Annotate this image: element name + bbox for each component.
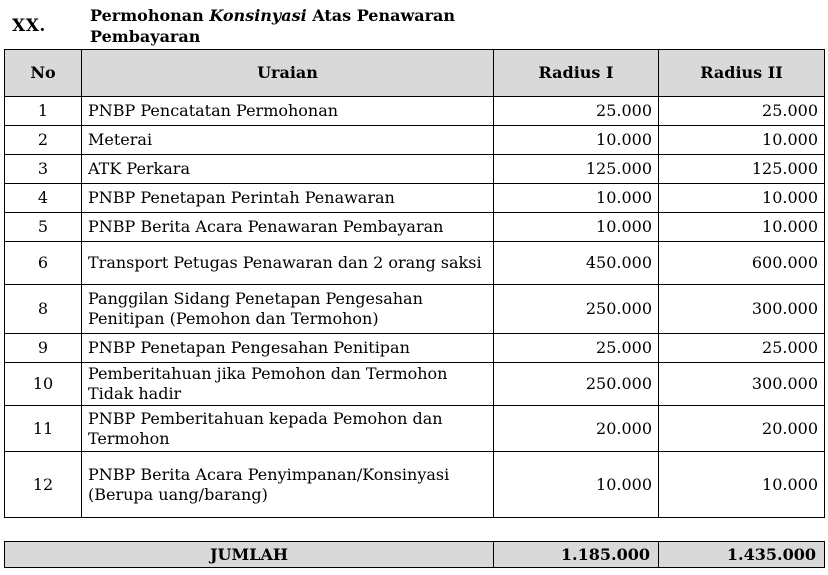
row-no: 3 (5, 155, 82, 184)
table-row (5, 363, 825, 406)
row-desc: ATK Perkara (82, 155, 494, 184)
fee-table (4, 49, 825, 518)
row-desc: PNBP Pemberitahuan kepada Pemohon dan Termohon (82, 406, 494, 452)
row-radius-2: 300.000 (659, 363, 825, 406)
row-radius-1: 10.000 (494, 452, 659, 518)
row-desc: PNBP Penetapan Perintah Penawaran (82, 184, 494, 213)
row-radius-1: 10.000 (494, 126, 659, 155)
row-no: 12 (5, 452, 82, 518)
row-radius-2: 10.000 (659, 126, 825, 155)
header-no: No (5, 50, 82, 97)
row-radius-2: 10.000 (659, 452, 825, 518)
total-radius-1: 1.185.000 (494, 542, 659, 568)
row-radius-2: 125.000 (659, 155, 825, 184)
row-desc: Meterai (82, 126, 494, 155)
table-row (5, 126, 825, 155)
section-title-italic: Konsinyasi (209, 6, 307, 25)
row-no: 9 (5, 334, 82, 363)
total-radius-2: 1.435.000 (659, 542, 825, 568)
table-row (5, 242, 825, 285)
row-no: 8 (5, 285, 82, 334)
header-radius-1: Radius I (494, 50, 659, 97)
row-radius-1: 450.000 (494, 242, 659, 285)
row-radius-1: 10.000 (494, 184, 659, 213)
row-radius-2: 25.000 (659, 97, 825, 126)
section-title-suffix: Atas Penawaran Pembayaran (90, 6, 456, 46)
row-radius-1: 250.000 (494, 363, 659, 406)
row-radius-2: 25.000 (659, 334, 825, 363)
table-row (5, 285, 825, 334)
section-title-prefix: Permohonan (90, 6, 204, 25)
row-radius-1: 20.000 (494, 406, 659, 452)
row-radius-2: 20.000 (659, 406, 825, 452)
total-row (5, 542, 825, 568)
row-radius-1: 125.000 (494, 155, 659, 184)
table-row (5, 406, 825, 452)
table-row (5, 452, 825, 518)
section-number: XX. (12, 16, 46, 36)
total-table (4, 541, 825, 568)
row-desc: PNBP Pencatatan Permohonan (82, 97, 494, 126)
row-no: 6 (5, 242, 82, 285)
row-desc: PNBP Penetapan Pengesahan Penitipan (82, 334, 494, 363)
row-no: 10 (5, 363, 82, 406)
row-no: 1 (5, 97, 82, 126)
table-row (5, 184, 825, 213)
table-header-row (5, 50, 825, 97)
row-radius-2: 600.000 (659, 242, 825, 285)
row-radius-1: 25.000 (494, 97, 659, 126)
row-radius-2: 10.000 (659, 213, 825, 242)
row-radius-2: 300.000 (659, 285, 825, 334)
row-desc: Panggilan Sidang Penetapan Pengesahan Penitipan (Pemohon dan Termohon) (82, 285, 494, 334)
total-label: JUMLAH (5, 542, 494, 568)
row-desc: PNBP Berita Acara Penawaran Pembayaran (82, 213, 494, 242)
table-row (5, 213, 825, 242)
row-radius-1: 10.000 (494, 213, 659, 242)
row-desc: Pemberitahuan jika Pemohon dan Termohon Tidak hadir (82, 363, 494, 406)
row-radius-2: 10.000 (659, 184, 825, 213)
table-row (5, 334, 825, 363)
row-no: 2 (5, 126, 82, 155)
row-desc: PNBP Berita Acara Penyimpanan/Konsinyasi (Berupa uang/barang) (82, 452, 494, 518)
row-desc: Transport Petugas Penawaran dan 2 orang saksi (82, 242, 494, 285)
row-radius-1: 250.000 (494, 285, 659, 334)
row-no: 11 (5, 406, 82, 452)
table-row (5, 97, 825, 126)
row-no: 4 (5, 184, 82, 213)
row-radius-1: 25.000 (494, 334, 659, 363)
row-no: 5 (5, 213, 82, 242)
table-row (5, 155, 825, 184)
header-radius-2: Radius II (659, 50, 825, 97)
header-uraian: Uraian (82, 50, 494, 97)
section-title (90, 5, 510, 47)
